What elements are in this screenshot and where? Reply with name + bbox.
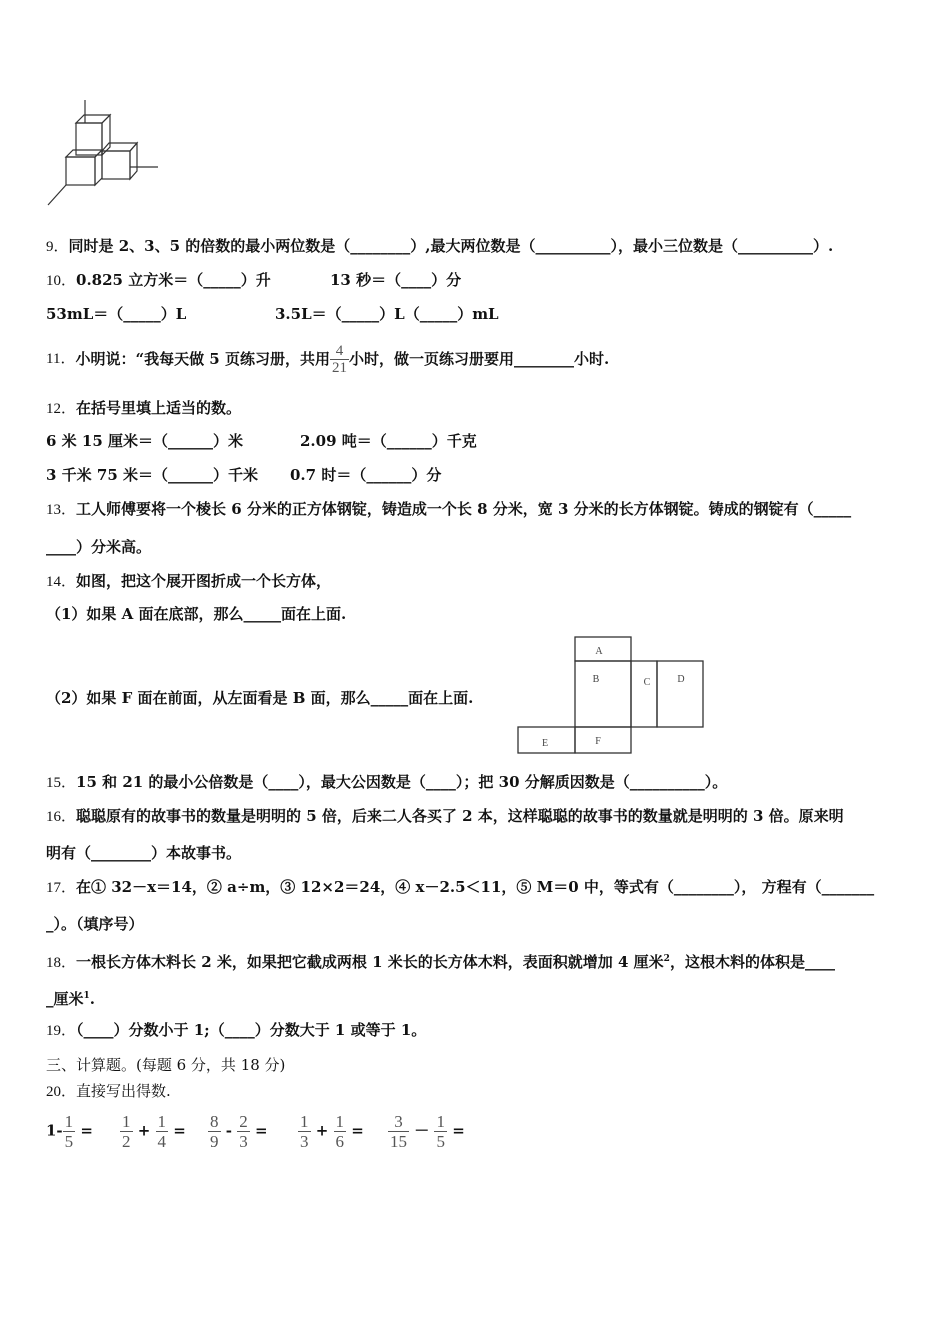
question-12-a: 6 米 15 厘米＝（______）米 — [46, 432, 243, 450]
question-20: 20．直接写出得数. — [46, 1082, 171, 1100]
question-16-line2: 明有（________）本故事书。 — [46, 844, 242, 862]
question-18: 18．一根长方体木料长 2 米，如果把它截成两根 1 米长的长方体木料，表面积就增加 4 厘米$^2$，这根木料的体积是____ — [46, 953, 835, 971]
question-10: 10．0.825 立方米＝（_____）升 — [46, 271, 271, 289]
question-11: 11． 小明说：“我每天做 5 页练习册，共用 $\frac{4}{21}$ 小时，做一页练习册要用________小时. — [46, 342, 610, 376]
calc-item-3: $\frac{8}{9}$ - $\frac{2}{3}$ = — [210, 1112, 268, 1151]
question-9: 9．同时是 2、3、5 的倍数的最小两位数是（________）,最大两位数是（__________），最小三位数是（__________）. — [46, 237, 834, 255]
question-17: 17．在① 32－x＝14，② a÷m，③ 12×2＝24，④ x－2.5＜11，⑤ M＝0 中，等式有（________）， 方程有（_______ — [46, 878, 875, 896]
question-10-d: 3.5L＝（_____）L（_____）mL — [275, 305, 499, 323]
net-label-c: C — [643, 677, 651, 688]
calc-item-2: $\frac{1}{2}$ + $\frac{1}{4}$ = — [122, 1112, 186, 1151]
net-label-a: A — [595, 646, 603, 657]
net-label-b: B — [592, 674, 600, 685]
question-12-c: 3 千米 75 米＝（______）千米 — [46, 466, 258, 484]
question-12-d: 0.7 时＝（______）分 — [290, 466, 442, 484]
question-18-line2: _厘米$^1$. — [46, 990, 96, 1008]
question-10-b: 13 秒＝（____）分 — [330, 271, 462, 289]
question-12-b: 2.09 吨＝（______）千克 — [300, 432, 477, 450]
question-15: 15．15 和 21 的最小公倍数是（____），最大公因数是（____）；把 30 分解质因数是（__________）。 — [46, 773, 728, 791]
calc-item-1: 1- $\frac{1}{5}$ = — [46, 1112, 93, 1151]
question-17-line2: _）。（填序号） — [46, 915, 144, 933]
question-16: 16．聪聪原有的故事书的数量是明明的 5 倍，后来二人各买了 2 本，这样聪聪的故事书的数量就是明明的 3 倍。原来明 — [46, 807, 844, 825]
net-label-e: E — [541, 738, 549, 749]
cuboid-net-figure — [517, 636, 705, 756]
section-3-title: 三、计算题。(每题 6 分，共 18 分) — [46, 1056, 286, 1074]
calc-item-4: $\frac{1}{3}$ + $\frac{1}{6}$ = — [300, 1112, 364, 1151]
question-19: 19．（____）分数小于 1;（____）分数大于 1 或等于 1。 — [46, 1021, 427, 1039]
question-14: 14．如图，把这个展开图折成一个长方体， — [46, 572, 332, 590]
question-14-part1: （1）如果 A 面在底部，那么_____面在上面. — [46, 605, 347, 623]
net-label-f: F — [595, 736, 601, 747]
question-13: 13．工人师傅要将一个棱长 6 分米的正方体钢锭，铸造成一个长 8 分米，宽 3 分米的长方体钢锭。铸成的钢锭有（_____ — [46, 500, 852, 518]
question-10-c: 53mL＝（_____）L — [46, 305, 187, 323]
question-13-line2: ____）分米高。 — [46, 538, 152, 556]
calc-item-5: $\frac{3}{15}$ － $\frac{1}{5}$ = — [390, 1112, 465, 1151]
net-label-d: D — [677, 674, 685, 685]
question-14-part2: （2）如果 F 面在前面，从左面看是 B 面，那么_____面在上面. — [46, 689, 474, 707]
stacked-cubes-figure — [40, 95, 165, 210]
question-12: 12．在括号里填上适当的数。 — [46, 399, 242, 417]
fraction: $\frac{4}{21}$ — [331, 342, 347, 376]
